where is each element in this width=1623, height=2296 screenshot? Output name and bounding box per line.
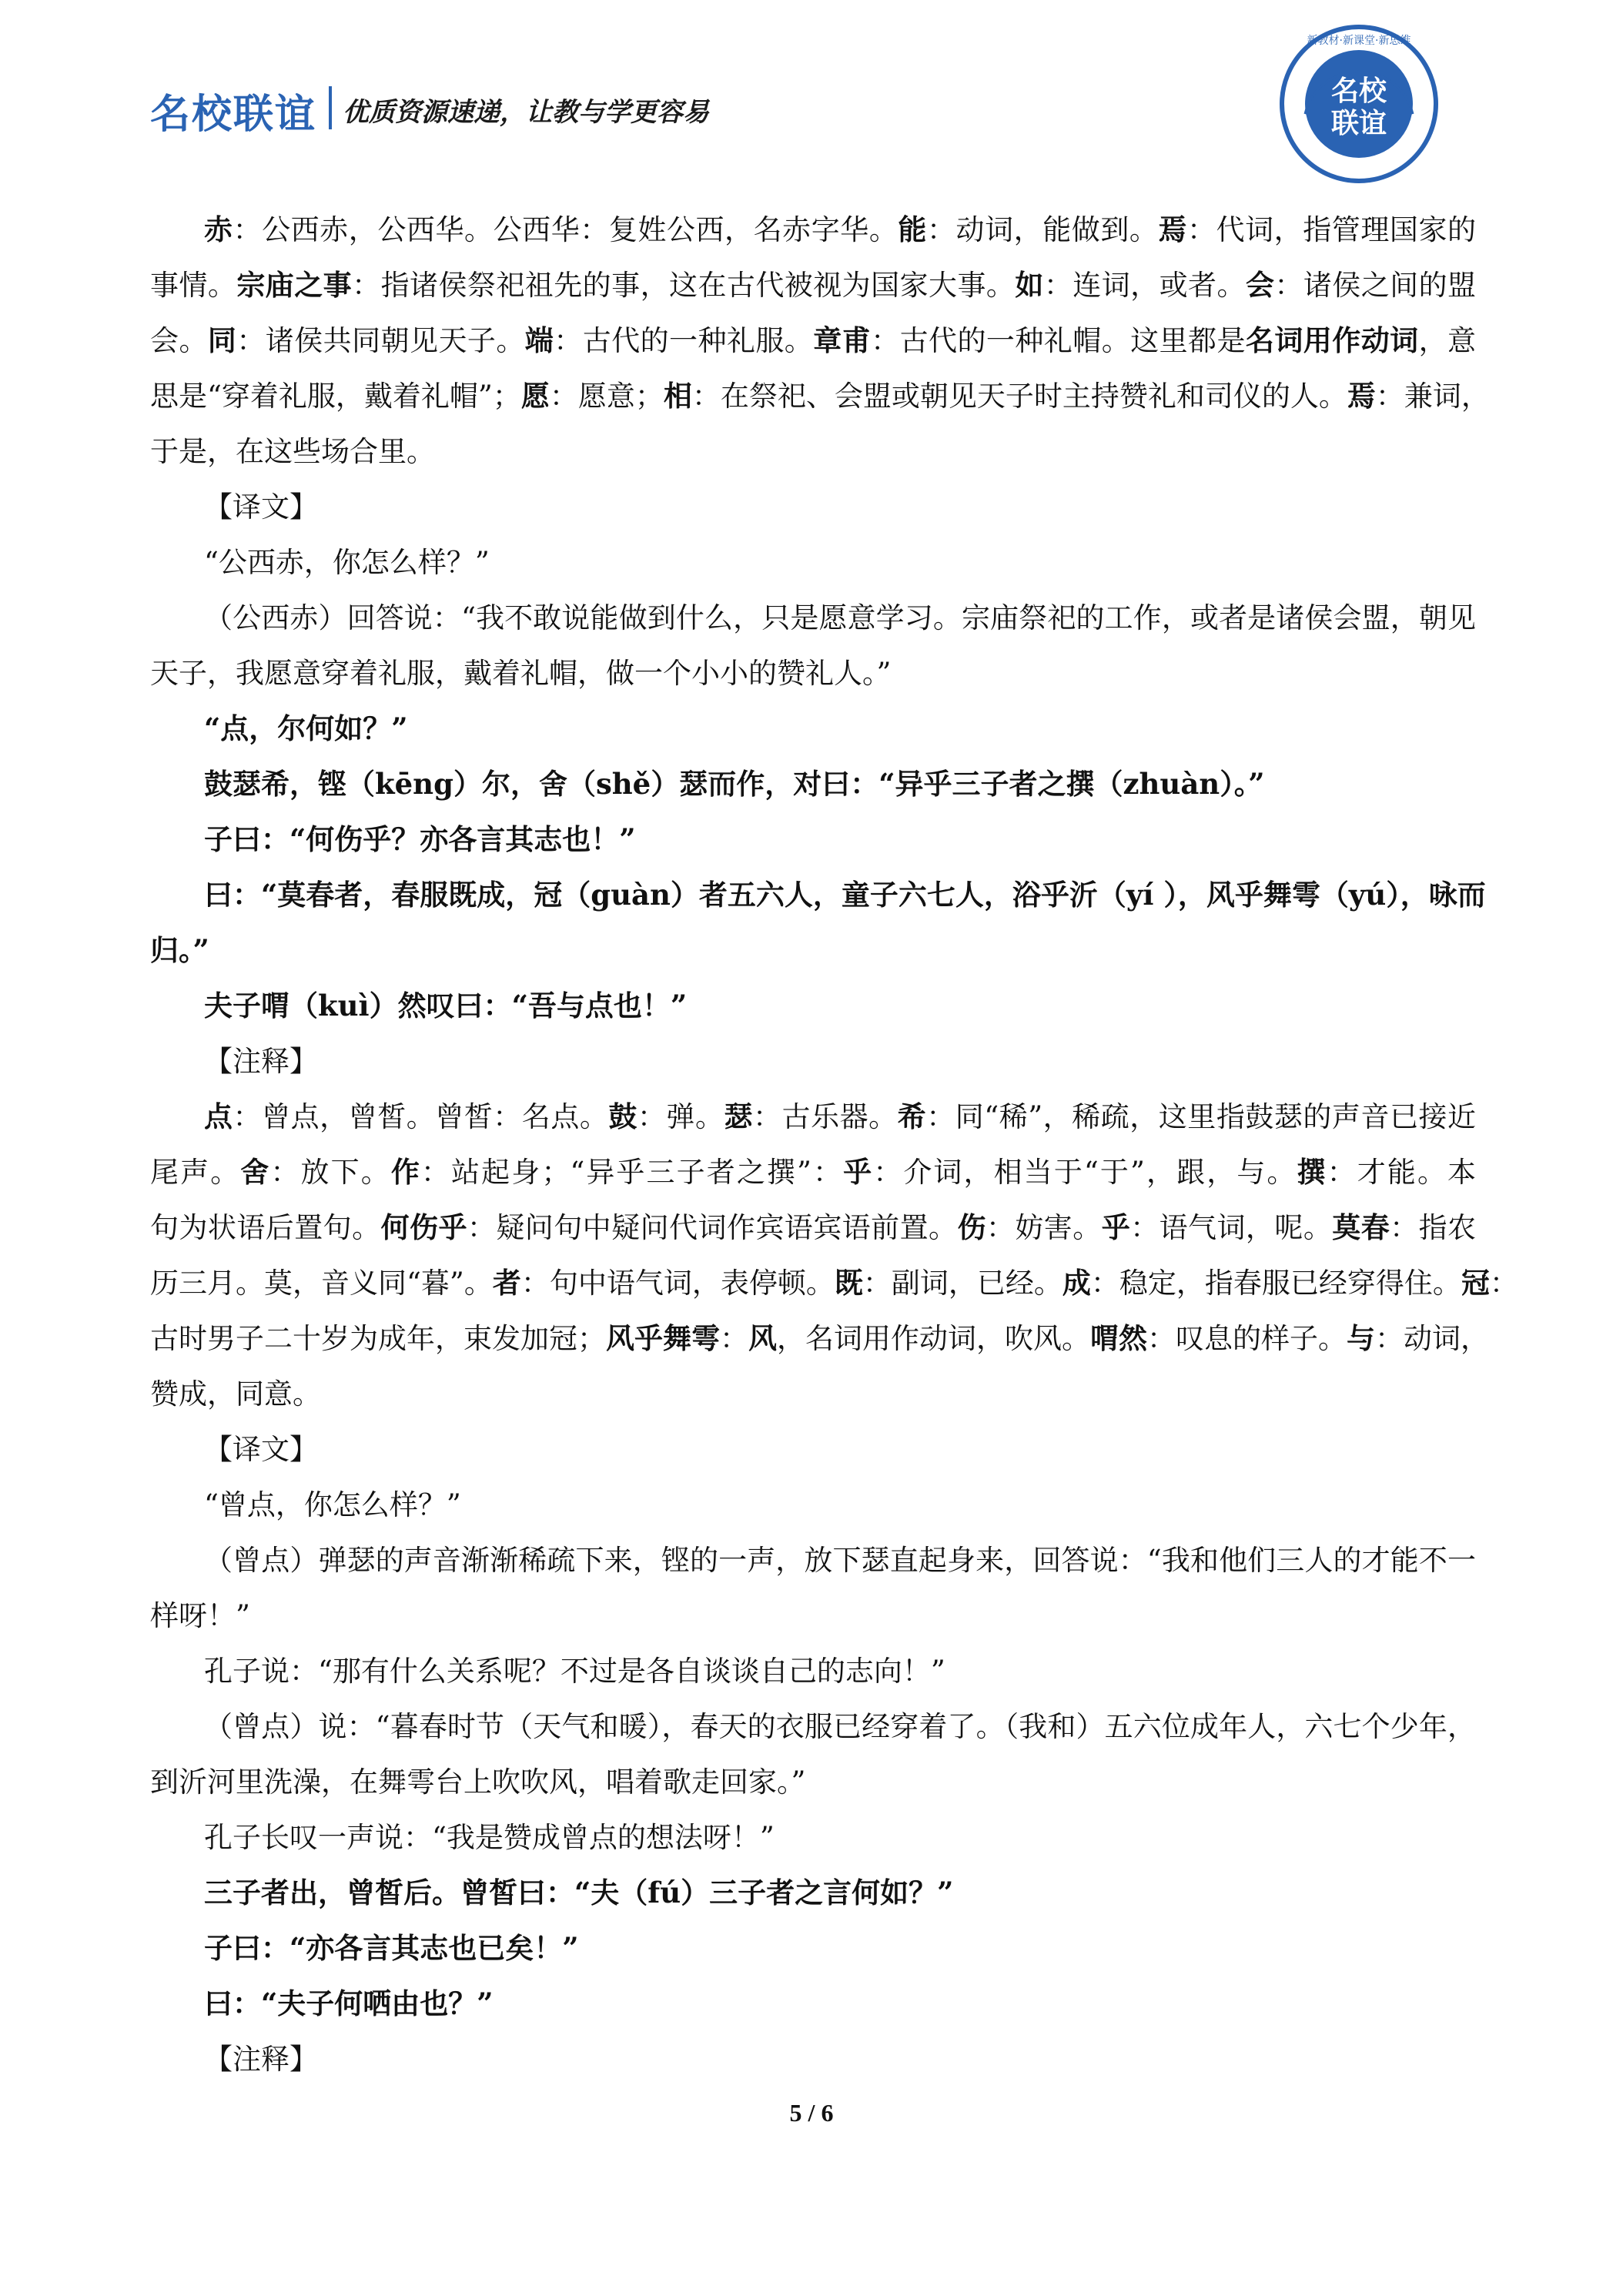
text-line: 子曰：“何伤乎？亦各言其志也！” — [204, 822, 636, 856]
svg-text:名校: 名校 — [1330, 75, 1387, 107]
text-line: 天子，我愿意穿着礼服，戴着礼帽，做一个小小的赞礼人。” — [150, 657, 892, 690]
text-line: 孔子说：“那有什么关系呢？不过是各自谈谈自己的志向！” — [204, 1655, 945, 1688]
text-line: 句为状语后置句。何伤乎：疑问句中疑问代词作宾语宾语前置。伤：妨害。乎：语气词，呢。莫春：指农 — [150, 1210, 1477, 1244]
brand-divider — [329, 86, 332, 129]
text-line: 子曰：“亦各言其志也已矣！” — [204, 1931, 579, 1965]
text-line: 于是，在这些场合里。 — [150, 435, 435, 468]
school-seal-logo — [1278, 23, 1440, 185]
brand-name: 名校联谊 — [150, 92, 317, 138]
text-line: （曾点）说：“暮春时节（天气和暖），春天的衣服已经穿着了。（我和）五六位成年人，六七个少年， — [204, 1710, 1476, 1743]
text-line: （公西赤）回答说：“我不敢说能做到什么，只是愿意学习。宗庙祭祀的工作，或者是诸侯会盟，朝见 — [204, 601, 1476, 634]
text-line: 赞成，同意。 — [150, 1377, 321, 1411]
text-line: “公西赤，你怎么样？” — [204, 546, 490, 579]
svg-text:联谊: 联谊 — [1330, 108, 1387, 139]
text-line: 思是“穿着礼服，戴着礼帽”；愿：愿意；相：在祭祀、会盟或朝见天子时主持赞礼和司仪的人。焉：兼词， — [150, 379, 1490, 413]
text-line: 孔子长叹一声说：“我是赞成曾点的想法呀！” — [204, 1821, 775, 1854]
text-line: “曾点，你怎么样？” — [204, 1488, 461, 1521]
text-line: 会。同：诸侯共同朝见天子。端：古代的一种礼服。章甫：古代的一种礼帽。这里都是名词用作动词，意 — [150, 323, 1477, 357]
page-header — [150, 77, 1459, 139]
text-line: 【译文】 — [204, 490, 318, 524]
svg-text:新教材·新课堂·新思维: 新教材·新课堂·新思维 — [1307, 35, 1411, 47]
page-number: 5 / 6 — [789, 2099, 834, 2127]
text-line: 尾声。舍：放下。作：站起身；“异乎三子者之撰”：乎：介词，相当于“于”，跟，与。撰：才能。本 — [150, 1155, 1477, 1189]
text-line: 三子者出，曾皙后。曾皙曰：“夫（fú）三子者之言何如？” — [204, 1876, 954, 1909]
text-line: 鼓瑟希，铿（kēng）尔，舍（shě）瑟而作，对曰：“异乎三子者之撰（zhuàn）。” — [204, 767, 1265, 801]
brand-slogan: 优质资源速递，让教与学更容易 — [343, 97, 709, 128]
text-line: 到沂河里洗澡，在舞雩台上吹吹风，唱着歌走回家。” — [150, 1766, 806, 1799]
text-line: （曾点）弹瑟的声音渐渐稀疏下来，铿的一声，放下瑟直起身来，回答说：“我和他们三人的才能不一 — [204, 1544, 1476, 1577]
text-line: 夫子喟（kuì）然叹曰：“吾与点也！” — [204, 989, 688, 1022]
text-line: 【注释】 — [204, 2043, 318, 2076]
text-line: 点：曾点，曾皙。曾皙：名点。鼓：弹。瑟：古乐器。希：同“稀”，稀疏，这里指鼓瑟的声音已接近 — [204, 1099, 1477, 1133]
text-line: 样呀！” — [150, 1599, 250, 1632]
text-line: 【注释】 — [204, 1045, 318, 1078]
text-line: 曰：“莫春者，春服既成，冠（guàn）者五六人，童子六七人，浴乎沂（yí ），风乎舞雩（yú），咏而 — [204, 878, 1486, 912]
text-line: “点，尔何如？” — [204, 711, 408, 745]
text-line: 曰：“夫子何哂由也？” — [204, 1986, 494, 2020]
text-line: 赤：公西赤，公西华。公西华：复姓公西，名赤字华。能：动词，能做到。焉：代词，指管理国家的 — [204, 213, 1477, 246]
text-line: 归。” — [150, 933, 209, 967]
text-line: 【译文】 — [204, 1433, 318, 1466]
text-line: 事情。宗庙之事：指诸侯祭祀祖先的事，这在古代被视为国家大事。如：连词，或者。会：诸侯之间的盟 — [150, 268, 1477, 302]
text-line: 古时男子二十岁为成年，束发加冠；风乎舞雩：风，名词用作动词，吹风。喟然：叹息的样子。与：动词， — [150, 1321, 1489, 1355]
text-line: 历三月。莫，音义同“暮”。者：句中语气词，表停顿。既：副词，已经。成：稳定，指春服已经穿得住。冠： — [150, 1266, 1518, 1300]
